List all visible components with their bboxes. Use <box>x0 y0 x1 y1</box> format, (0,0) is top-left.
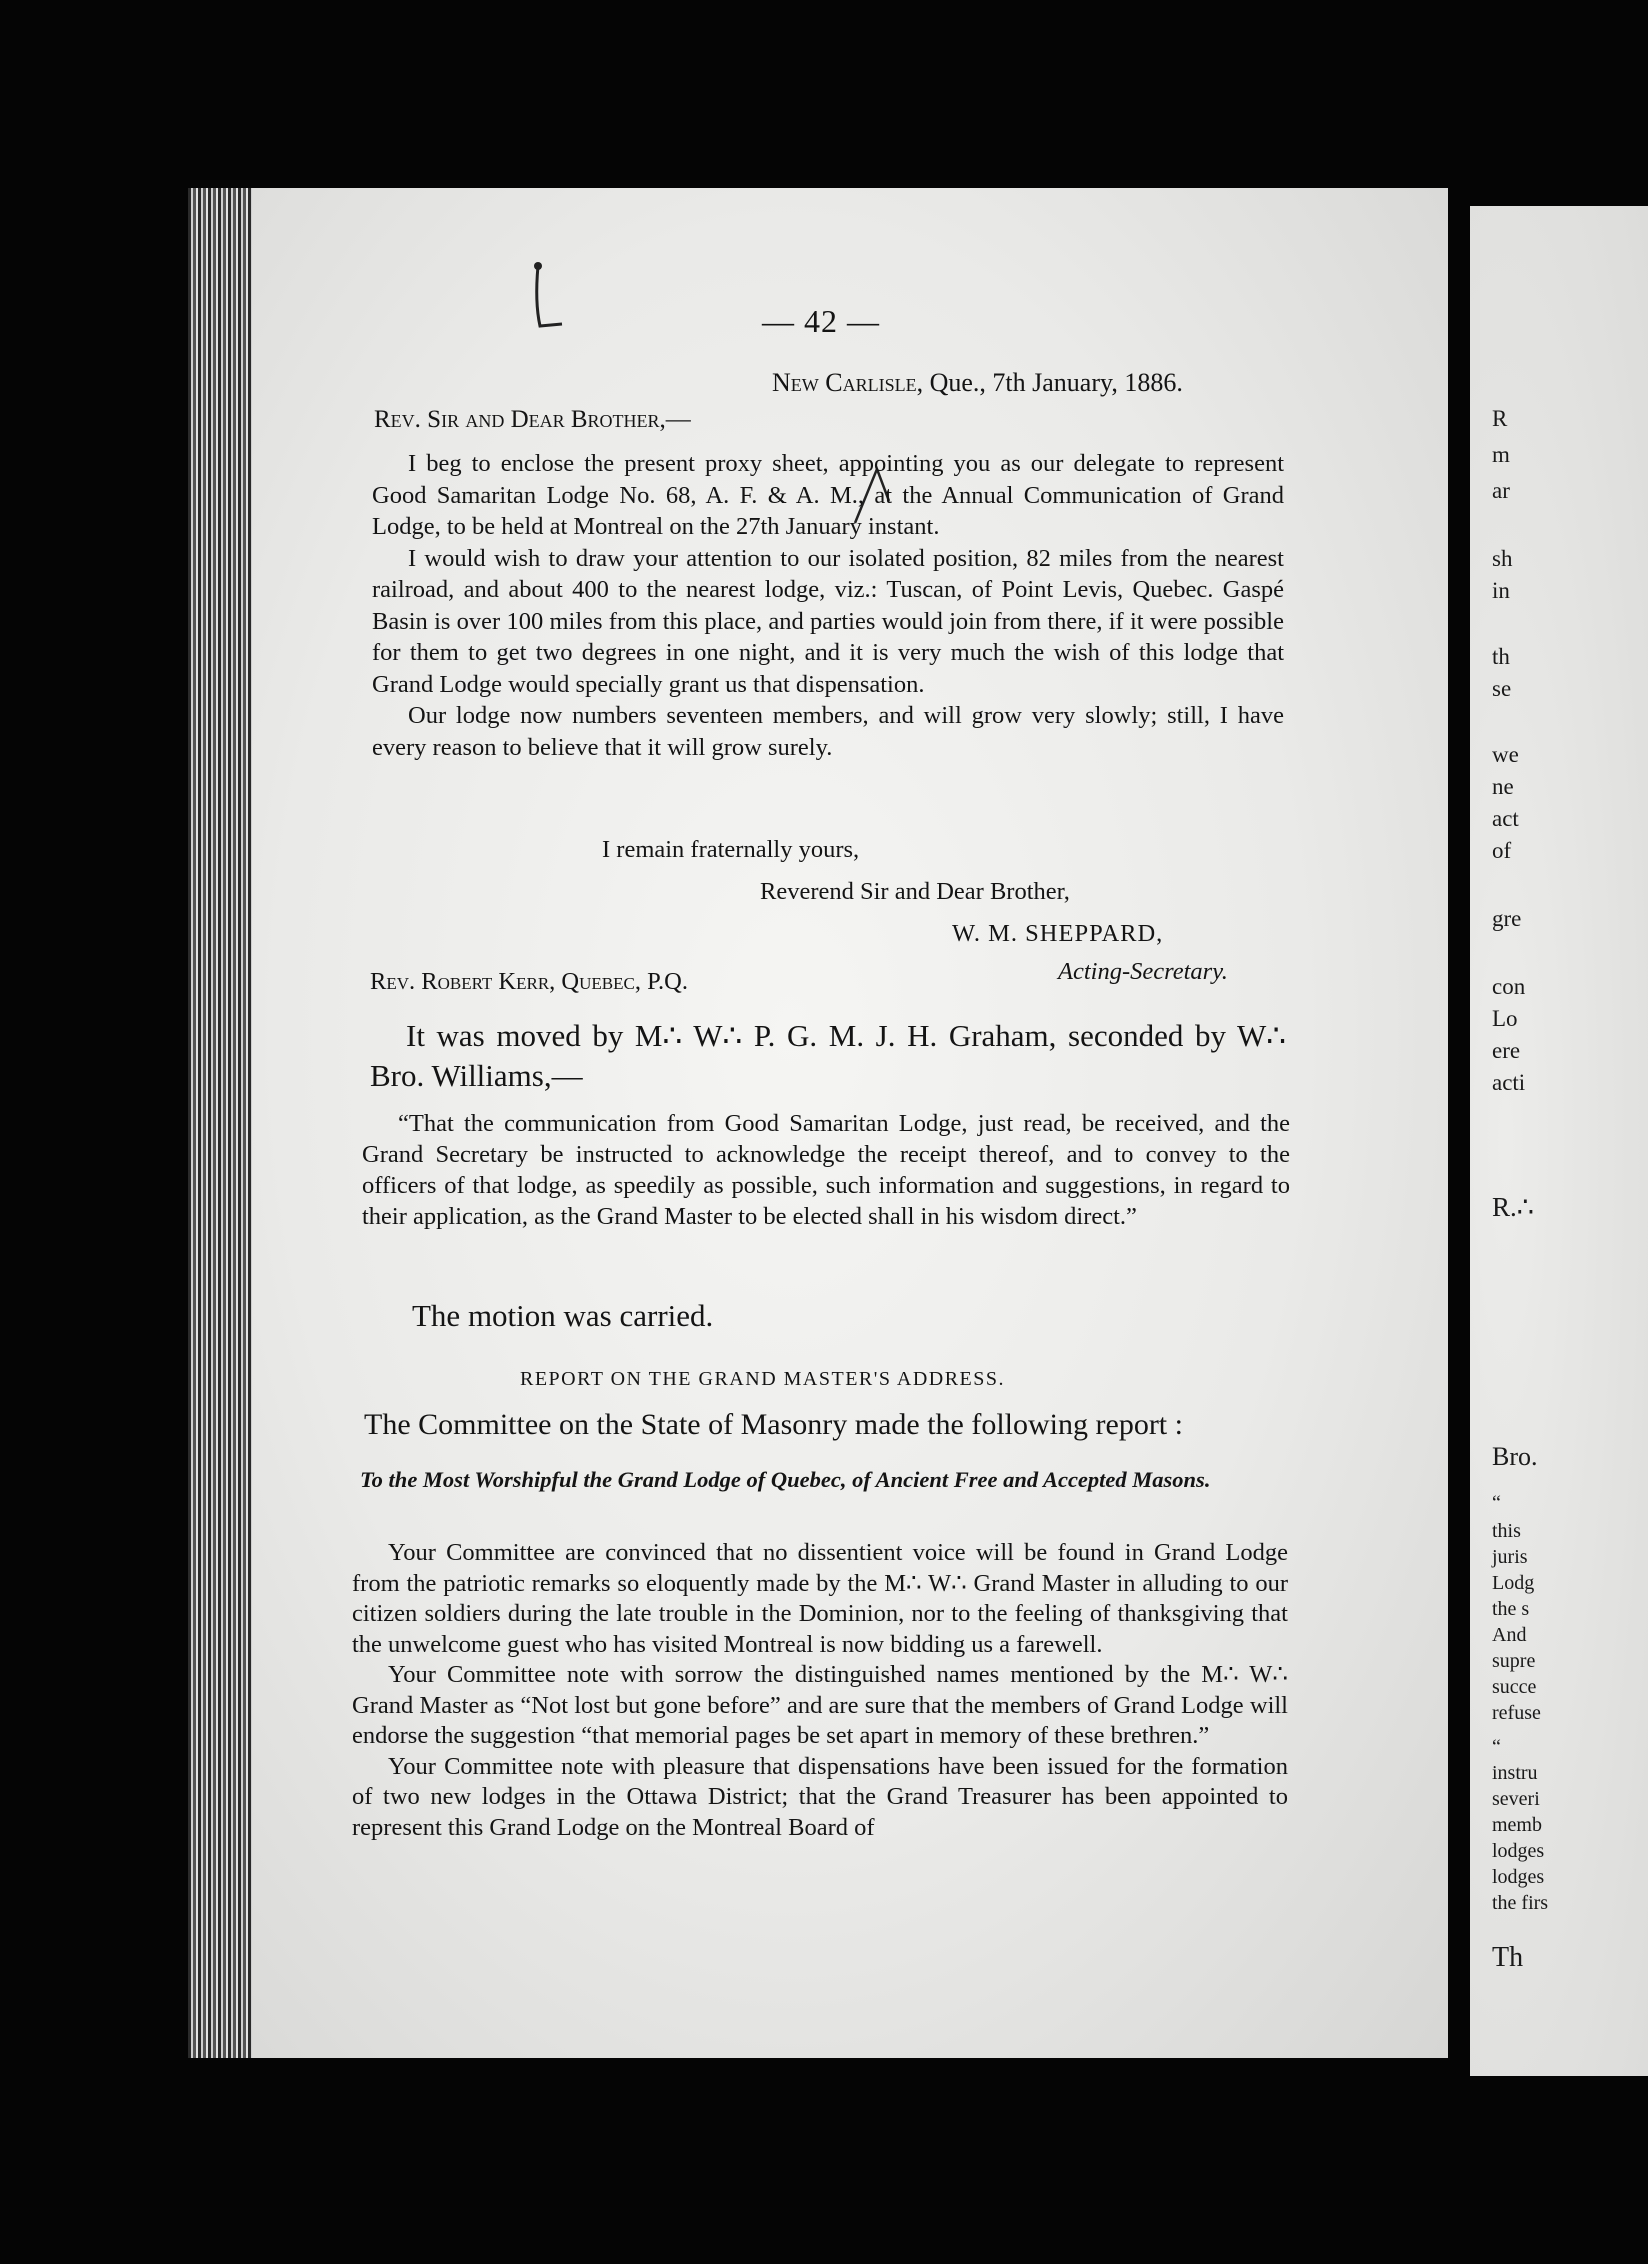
facing-page-fragment: severi <box>1492 1788 1540 1810</box>
report-address <box>360 1466 1290 1494</box>
report-body <box>352 1538 1288 1843</box>
facing-page-fragment: m <box>1492 442 1510 467</box>
facing-page-fragment: this <box>1492 1520 1521 1542</box>
facing-page-fragment: in <box>1492 578 1510 603</box>
facing-page-fragment: R.∴ <box>1492 1192 1534 1222</box>
letter-body <box>372 448 1284 763</box>
facing-page-fragment: Lo <box>1492 1006 1518 1031</box>
facing-page-fragment: Th <box>1492 1942 1524 1973</box>
signature: W. M. SHEPPARD, <box>952 920 1164 947</box>
facing-page-fragment: And <box>1492 1624 1527 1646</box>
facing-page-fragment: R <box>1492 406 1508 431</box>
facing-page-fragment: succe <box>1492 1676 1537 1698</box>
facing-page-fragment: ere <box>1492 1038 1521 1063</box>
closing-line-2: Reverend Sir and Dear Brother, <box>760 878 1070 905</box>
facing-page-edge <box>1470 206 1648 2076</box>
facing-page-fragment: lodges <box>1492 1866 1545 1888</box>
report-paragraph: Your Committee are convinced that no dissentient voice will be found in Grand Lodge from the patriotic remarks so eloquently made by the M∴ W∴ Grand Master in alluding to our citizen soldiers during the late trouble in the Dominion, nor to the feeling of thanksgiving that the unwelcome guest who has visited Montreal is now bidding us a farewell. <box>352 1539 1288 1658</box>
addressee: Rev. Robert Kerr, Quebec, P.Q. <box>370 968 688 995</box>
motion-quote-text: “That the communication from Good Samaritan Lodge, just read, be received, and the Grand Secretary be instructed to acknowledge the receipt thereof, and to convey to the officers of that lodge, as speedily as possible, such information and suggestions, in regard to their application, as the Grand Master to be elected shall in his wisdom direct.” <box>362 1110 1290 1230</box>
signatory-title: Acting-Secretary. <box>1058 958 1228 985</box>
facing-page-fragment: refuse <box>1492 1702 1541 1724</box>
facing-page-fragment: ne <box>1492 774 1514 799</box>
letter-paragraph: I would wish to draw your attention to our isolated position, 82 miles from the nearest railroad, and about 400 to the nearest lodge, viz.: Tuscan, of Point Levis, Quebec. Gaspé Basin is over 100 miles from this place, and parties would join from there, if it were possible for them to get two degrees in one night, and it is very much the wish of this lodge that Grand Lodge would specially grant us that dispensation. <box>372 544 1284 698</box>
salutation: Rev. Sir and Dear Brother,— <box>374 406 691 433</box>
facing-page-fragment: the firs <box>1492 1892 1549 1914</box>
facing-page-fragment: “ <box>1492 1492 1501 1514</box>
facing-page-fragment: gre <box>1492 906 1522 931</box>
motion-carried: The motion was carried. <box>412 1298 714 1333</box>
facing-page-fragment: juris <box>1492 1546 1528 1568</box>
facing-page-fragment: sh <box>1492 546 1513 571</box>
dateline <box>772 368 1183 398</box>
dateline-place: New Carlisle <box>772 368 917 397</box>
report-address-text: To the Most Worshipful the Grand Lodge of Quebec, of Ancient Free and Accepted Masons. <box>360 1467 1211 1492</box>
facing-page-fragment: acti <box>1492 1070 1526 1095</box>
pencil-mark-bracket <box>522 258 582 338</box>
committee-line: The Committee on the State of Masonry made the following report : <box>364 1408 1183 1441</box>
report-paragraph: Your Committee note with sorrow the distinguished names mentioned by the M∴ W∴ Grand Master as “Not lost but gone before” and are sure that the members of Grand Lodge will endorse the suggestion “that memorial pages be set apart in memory of these brethren.” <box>352 1661 1288 1749</box>
facing-page-fragment: instru <box>1492 1762 1538 1784</box>
facing-page-fragment: supre <box>1492 1650 1536 1672</box>
facing-page-fragment: we <box>1492 742 1519 767</box>
report-paragraph: Your Committee note with pleasure that dispensations have been issued for the formation of two new lodges in the Ottawa District; that the Grand Treasurer has been appointed to represent this Grand Lodge on the Montreal Board of <box>352 1752 1288 1841</box>
facing-page-fragment: the s <box>1492 1598 1530 1620</box>
facing-page-fragment: se <box>1492 676 1512 701</box>
letter-paragraph: Our lodge now numbers seventeen members, and will grow very slowly; still, I have every reason to believe that it will grow surely. <box>372 702 1284 761</box>
facing-page-fragment: con <box>1492 974 1526 999</box>
facing-page-fragment: “ <box>1492 1736 1501 1758</box>
facing-page-fragment: lodges <box>1492 1840 1545 1862</box>
page-number: — 42 — <box>762 303 880 339</box>
facing-page-fragment: act <box>1492 806 1519 831</box>
dateline-date: , Que., 7th January, 1886. <box>916 368 1183 397</box>
scanned-page <box>252 188 1448 2058</box>
letter-paragraph: I beg to enclose the present proxy sheet, appointing you as our delegate to represent Good Samaritan Lodge No. 68, A. F. & A. M., at the Annual Communication of Grand Lodge, to be held at Montreal on the 27th January instant. <box>372 450 1284 540</box>
facing-page-fragment: of <box>1492 838 1512 863</box>
motion-intro: It was moved by M∴ W∴ P. G. M. J. H. Graham, seconded by W∴ Bro. Williams,— <box>370 1018 1286 1093</box>
facing-page-fragment: Lodg <box>1492 1572 1535 1594</box>
report-heading: REPORT ON THE GRAND MASTER'S ADDRESS. <box>520 1368 1006 1390</box>
facing-page-fragment: Bro. <box>1492 1442 1538 1471</box>
facing-page-fragment: ar <box>1492 478 1510 503</box>
facing-page-fragment: memb <box>1492 1814 1542 1836</box>
book-binding-edge <box>188 188 256 2058</box>
motion-quote <box>362 1108 1290 1232</box>
facing-page-fragment: th <box>1492 644 1510 669</box>
closing-line: I remain fraternally yours, <box>602 836 860 863</box>
